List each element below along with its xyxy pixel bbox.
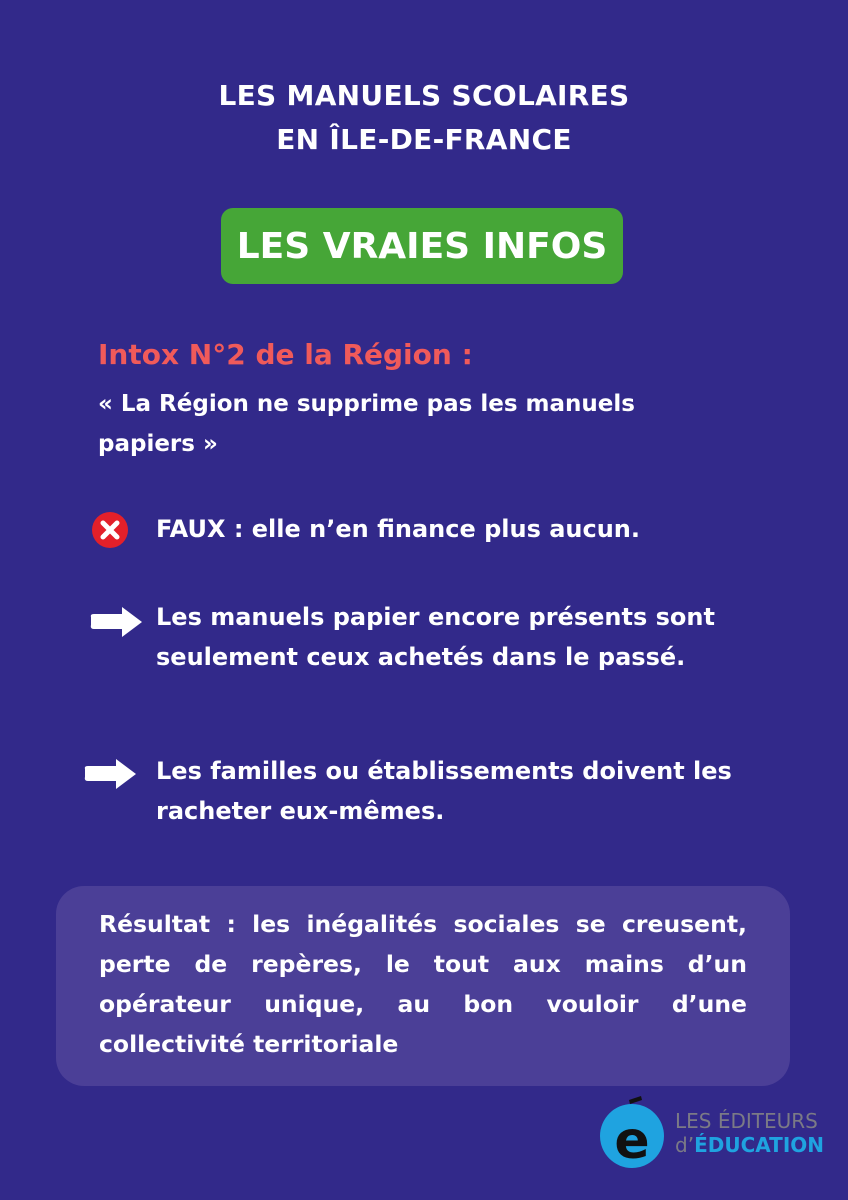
- poster-title: [0, 74, 848, 162]
- logo-line-2-prefix: d’: [675, 1133, 695, 1157]
- intox-heading: Intox N°2 de la Région :: [98, 338, 473, 371]
- point-racheter: Les familles ou établissements doivent les racheter eux-mêmes.: [156, 757, 732, 825]
- point-manuels-presents: Les manuels papier encore présents sont seulement ceux achetés dans le passé.: [156, 603, 715, 671]
- intox-quote: « La Région ne supprime pas les manuels papiers »: [98, 391, 635, 457]
- vraies-infos-badge: LES VRAIES INFOS: [221, 208, 623, 284]
- title-line-1: LES MANUELS SCOLAIRES: [218, 79, 630, 112]
- logo-e-icon: [597, 1096, 667, 1170]
- svg-text:e: e: [614, 1111, 650, 1170]
- point-faux: FAUX : elle n’en finance plus aucun.: [156, 515, 641, 543]
- title-line-2: EN ÎLE-DE-FRANCE: [276, 123, 572, 156]
- logo-line-2: ÉDUCATION: [694, 1133, 824, 1157]
- arrow-right-icon: [82, 758, 138, 790]
- result-text: Résultat : les inégalités sociales se creusent, perte de repères, le tout aux mains d’un opérateur unique, au bon vouloir d’une collectivité territoriale: [99, 910, 747, 1058]
- result-box: [56, 886, 790, 1086]
- cross-icon: [91, 511, 129, 549]
- les-editeurs-education-logo: [597, 1096, 824, 1170]
- arrow-right-icon: [88, 606, 144, 638]
- logo-line-1: LES ÉDITEURS: [675, 1109, 818, 1133]
